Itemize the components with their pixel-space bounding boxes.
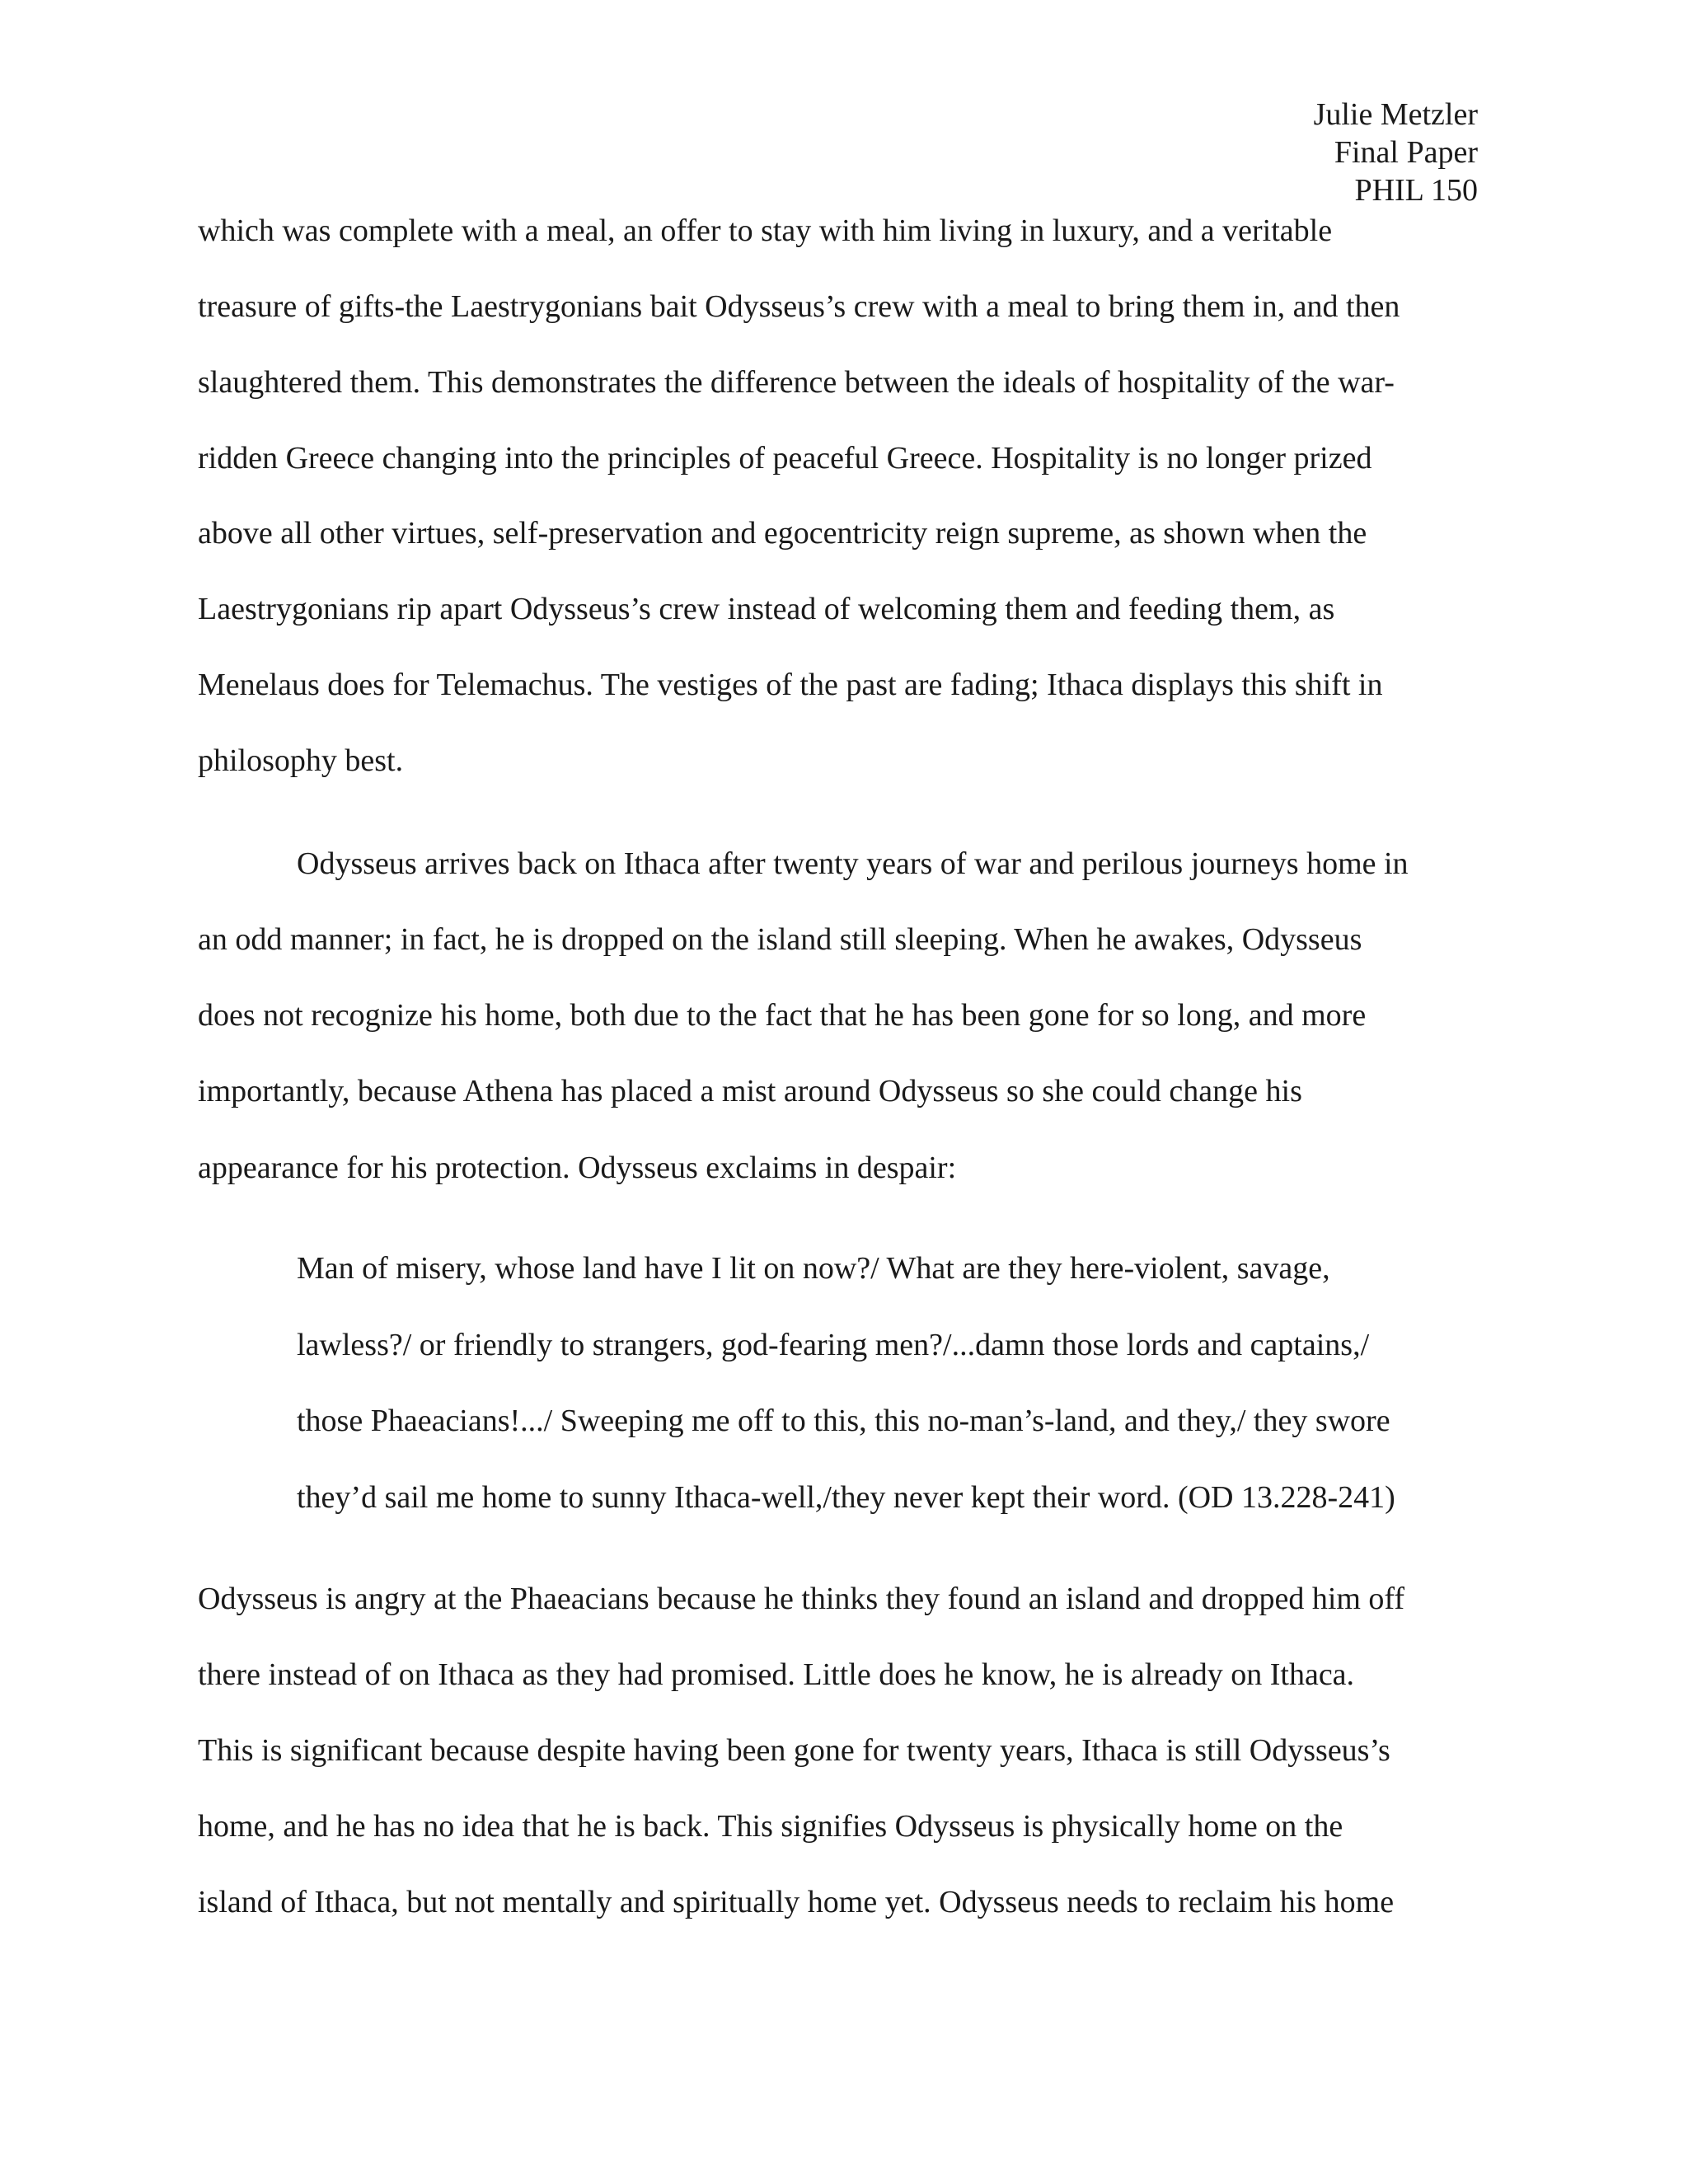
quote-line: those Phaeacians!.../ Sweeping me off to this, this no-man’s-land, and they,/ they swore	[297, 1404, 1390, 1438]
quote-line: Man of misery, whose land have I lit on now?/ What are they here-violent, savage,	[297, 1251, 1330, 1286]
text-line: Odysseus is angry at the Phaeacians because he thinks they found an island and dropped him off	[198, 1582, 1405, 1616]
page-header	[1314, 96, 1478, 209]
text-line: island of Ithaca, but not mentally and spiritually home yet. Odysseus needs to reclaim his home	[198, 1885, 1395, 1919]
text-line: philosophy best.	[198, 743, 404, 778]
text-line: does not recognize his home, both due to the fact that he has been gone for so long, and more	[198, 998, 1367, 1033]
paper-title: Final Paper	[1334, 135, 1478, 170]
quote-line: lawless?/ or friendly to strangers, god-fearing men?/...damn those lords and captains,/	[297, 1328, 1370, 1362]
text-line: Laestrygonians rip apart Odysseus’s crew instead of welcoming them and feeding them, as	[198, 592, 1335, 626]
text-line: ridden Greece changing into the principles of peaceful Greece. Hospitality is no longer prized	[198, 441, 1372, 476]
text-line: above all other virtues, self-preservation and egocentricity reign supreme, as shown when the	[198, 516, 1367, 551]
text-line: treasure of gifts-the Laestrygonians bait Odysseus’s crew with a meal to bring them in, and then	[198, 289, 1400, 324]
course-code: PHIL 150	[1354, 173, 1478, 208]
text-line: Odysseus arrives back on Ithaca after twenty years of war and perilous journeys home in	[297, 846, 1409, 881]
text-line: an odd manner; in fact, he is dropped on the island still sleeping. When he awakes, Odysseus	[198, 922, 1362, 957]
text-line: appearance for his protection. Odysseus exclaims in despair:	[198, 1151, 957, 1185]
text-line: importantly, because Athena has placed a mist around Odysseus so she could change his	[198, 1074, 1302, 1108]
text-line: home, and he has no idea that he is back. This signifies Odysseus is physically home on the	[198, 1809, 1343, 1844]
text-line: Menelaus does for Telemachus. The vestiges of the past are fading; Ithaca displays this shift in	[198, 668, 1383, 702]
text-line: This is significant because despite having been gone for twenty years, Ithaca is still Odysseus’s	[198, 1733, 1390, 1768]
quote-line: they’d sail me home to sunny Ithaca-well,/they never kept their word. (OD 13.228-241)	[297, 1480, 1395, 1515]
text-line: slaughtered them. This demonstrates the difference between the ideals of hospitality of the war-	[198, 365, 1395, 400]
text-line: there instead of on Ithaca as they had promised. Little does he know, he is already on Ithaca.	[198, 1657, 1355, 1692]
author-name: Julie Metzler	[1313, 97, 1478, 132]
text-line: which was complete with a meal, an offer to stay with him living in luxury, and a veritable	[198, 213, 1333, 248]
